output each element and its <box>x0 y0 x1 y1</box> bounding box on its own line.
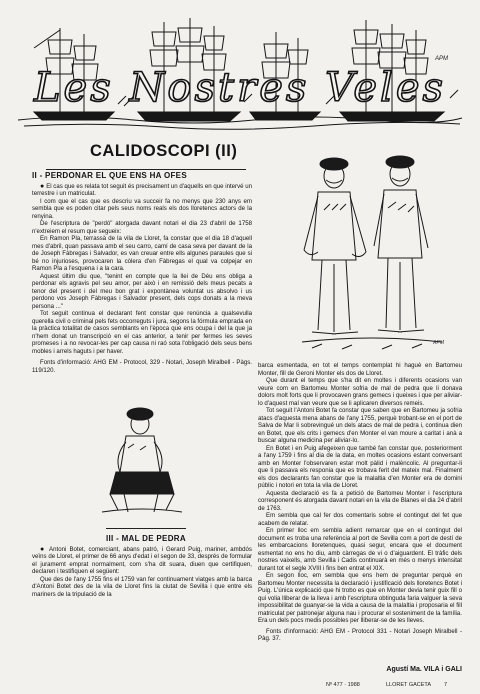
right-text-column <box>258 362 462 643</box>
illustration-signature: APM <box>433 340 444 346</box>
masthead-artist-signature: APM <box>434 56 448 62</box>
paragraph: El cas que es relata tot seguit és precisament un d'aquells en que intervé un terrestre i un matriculat. <box>32 182 252 197</box>
section-rule <box>46 169 246 170</box>
masthead <box>14 8 466 134</box>
section-heading-perdonar: II - PERDONAR EL QUE ENS HA OFES <box>32 171 187 180</box>
paragraph: En Ramon Pla, terrassà de la vila de Lloret, fa constar que el dia 18 d'aquell mes d'abril, quan passava amb el seu carro, camí de casa seva per davant de la de Joseph Fàbregas i Salvador, es van creuar entre ells algunes paraules que si bé no injurioses, provocaren la còlera d'en Fàbregas el qual va colpejar en Ramon Pla a l'esquena i a la cara. <box>32 235 252 272</box>
craftsman-drawing <box>88 398 194 518</box>
paragraph: Que des de l'any 1755 fins el 1759 van fer continuament viatges amb la barca d'Antoni Botet des de la vila de Lloret fins la ciutat de Sevilla i que entre els mariners de la tripulació de la <box>32 575 252 598</box>
footer-issue: Nº 477 · 1988 <box>326 682 360 688</box>
paragraph: En Botet i en Puig afegeixen que també fan constar que, posteriorment a l'any 1759 i fins al dia de la data, en moltes ocasions estant conversant amb en Monter l'observaren estar molt pàlid i malèncolic. Al preguntar-li que li passava els responia que es trobava ferit del mateix mal. Finalment els dos declarants fan constar que la malaltia d'en Monter era de domini públic i notori en tota la vila de Lloret. <box>258 444 462 489</box>
bullet-icon: ● <box>40 545 50 553</box>
paragraph: I com que el cas que es descriu va succeir fa no menys que 230 anys em sembla que es poden citar pels seus noms reals els dos lloretencs actors de la renyina. <box>32 197 252 220</box>
section-heading-mal-de-pedra: III - MAL DE PEDRA <box>106 534 186 543</box>
paragraph: Aquesta declaració es fa a petició de Bartomeu Monter i l'escriptura corresponent és atorgada davant notari en la vila de Blanes el dia 24 d'abril de 1763. <box>258 489 462 512</box>
paragraph: Aquest últim diu que, "tenint en compte que la llei de Déu ens obliga a perdonar els agravis pel seu amor, per això i en remissió dels meus pecats a tenor del present i del meu bon grat i expontànea voluntat us absolvo i us perdono vos Joseph Fàbregas i Salvador present, dels cops donats a la meva persona ..." <box>32 272 252 310</box>
footer-publication: LLORET GACETA <box>386 682 432 688</box>
source-note: Fonts d'informació: AHG EM - Protocol 331 - Notari Joseph Miralbell - Pàg. 37. <box>258 627 462 642</box>
paragraph: En segon lloc, em sembla que ens hem de preguntar perquè en Bartomeu Monter necessita la declaració i justificació dels lloretencs Botet i Puig. L'única explicació que hi trobo es que en Monter devia tenir guix fill o qui volia lliberar de la lleva i amb l'escriptura obtinguda faria valguer la seva impossibilitat de guanyar-se la vida a causa de la malaltia i proposaria el fill matriculat per patronejar alguna nau i procurar el sosteniment de la família. Era un dels pocs medis possibles per lliberar-se de les lleves. <box>258 572 462 624</box>
footer-page-number: 7 <box>444 682 448 688</box>
sailors-drawing <box>282 150 452 358</box>
paragraph: barca esmentada, en tot el temps contemplat hi haguè en Bartomeu Monter, fill de Geroni Monter els dos de Lloret. <box>258 362 462 377</box>
section-rule <box>106 528 186 529</box>
section-three-column <box>32 535 252 598</box>
paragraph: En primer lloc em sembla adient remarcar que en el contingut del document es troba una referència al port de Sevilla com a port de destí de les embarcacions lloretenques, quasi segur, encara que el document esmentat no ens ho diu, amb càrregas de vi o d'aiguardent. El tràfic dels nostres vaixells, amb Sevilla i Cadis continuarà en més o menys intensitat durant tot el segle XVIII i fins ben entrat el XIX. <box>258 527 462 572</box>
article-headline: CALIDOSCOPI (II) <box>90 142 238 160</box>
craftsman-illustration <box>88 398 194 518</box>
author-signature: Agustí Ma. VILA i GALI <box>386 666 462 673</box>
paragraph: Que durant el temps que s'ha dit en moltes i diferents ocasions van veure com en Bartomeu Monter sofria de mal de pedra que li donava dolors molt forts que li provocaven grans gemecs i queixes i que per aliviar-lo d'aquest mal van veure que se li aplicaren diversos remeis. <box>258 377 462 407</box>
section-two-column <box>32 172 252 374</box>
two-sailors-illustration <box>282 150 452 358</box>
masthead-title: Les Nostres Veles <box>33 65 447 111</box>
source-note: Fonts d'informació: AHG EM - Protocol, 329 - Notari, Joseph Miralbell - Pàgs. 119/120. <box>32 359 252 374</box>
paragraph: Antoni Botet, comerciant, abans patró, i Gerard Puig, mariner, ambdós veïns de Lloret, el primer de 66 anys d'edat i el segon de 33, després de formular el juramemt emprat normalment, com s'ha dit suara, diuen que certifiquen, declaren i testifiquen el següent: <box>32 545 252 575</box>
paragraph: Em sembla que cal fer dos comentaris sobre el contingut del fet que acabem de relatar. <box>258 512 462 527</box>
paragraph: De l'escriptura de "perdó" atorgada davant notari el dia 23 d'abril de 1758 n'extreiem el resum que segueix: <box>32 220 252 235</box>
bullet-icon: ● <box>40 182 47 190</box>
paragraph: Tot seguit continua el declarant fent constar que renúncia a qualsevulla querella civil o criminal pels fets occorreguts i jura, segons la fórmula emprada en la pràctica totalitat de casos semblants en l'època que ens ocupa i del la que ja n'hem donat un transcripció en el cas anterior, a tenir per fermes les seves promeses i a no revocar-les per cap causa ni raó sota l'obligació dels seus bens mobles i arrels haguts i per haver. <box>32 310 252 355</box>
paragraph: Tot seguit l'Antoni Botet fa constar que saben que en Bartomeu ja sofria atacs d'aquesta mena abans de l'any 1755, perquè trobant-se en el port de Salva de Mar li sobrevingué un dels atacs de mal de pedra i, continua dien en Botet, que els crits i gemecs d'en Monter el van moure a caritat i anà a buscar alguna medicina per aliviar-lo. <box>258 407 462 444</box>
